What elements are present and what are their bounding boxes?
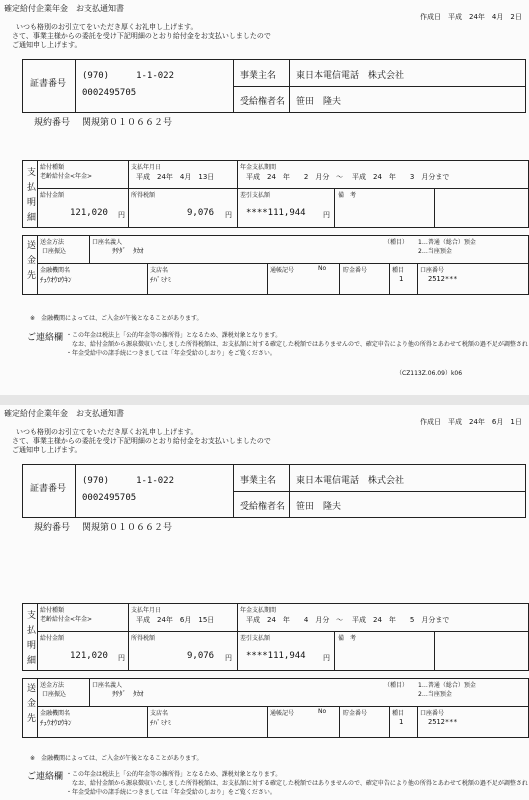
yen-3: 円 (323, 211, 330, 219)
transfer-method: 口座振込 (42, 691, 67, 698)
recipient-label: 受給権者名 (240, 97, 286, 107)
kind-label: （種目） (384, 682, 409, 689)
tax-label: 所得税額 (131, 192, 156, 199)
payment-notice-april (0, 0, 529, 395)
kind-option-1: 1…普通（総合）預金 (418, 239, 476, 246)
yen-3: 円 (323, 654, 330, 662)
yen-2: 円 (225, 654, 232, 662)
contact-line-1: ・この年金は税法上「公的年金等の雑所得」となるため、課税対象となります。 (66, 771, 282, 778)
contact-line-1: ・この年金は税法上「公的年金等の雑所得」となるため、課税対象となります。 (66, 332, 282, 339)
transfer-side-label: 送金先 (25, 683, 35, 728)
benefit-type-label: 給付種類 (40, 164, 65, 171)
remarks-label: 備 考 (338, 192, 357, 199)
kind-option-1: 1…普通（総合）預金 (418, 682, 476, 689)
no-label: No (318, 265, 327, 272)
account-holder: ｻｻﾀﾞ ﾀｶｵ (112, 247, 144, 255)
notice-title: 確定給付企業年金 お支払通知書 (4, 4, 124, 13)
benefit-amount: 121,020 (70, 651, 108, 661)
recipient-name: 笹田 隆夫 (296, 502, 342, 512)
cert-number-1: (970) 1-1-022 (82, 71, 175, 81)
rule-label: 規約番号 (34, 523, 71, 533)
intro-line-1: いつも格別のお引立てをいただき厚くお礼申し上げます。 (16, 23, 198, 31)
employer-name: 東日本電信電話 株式会社 (296, 476, 405, 486)
contact-line-3: ・年金受給中の諸手続につきましては「年金受給のしおり」をご覧ください。 (66, 350, 276, 357)
account-label: 口座番号 (420, 710, 445, 717)
passbook-label: 通帳記号 (270, 710, 295, 717)
form-code: （CZ113Z.06.09）k06 (396, 370, 463, 377)
tax-amount: 9,076 (187, 208, 215, 218)
rule-number: 関規第０１０６６２号 (82, 118, 173, 128)
period-label: 年金支払期間 (240, 607, 277, 614)
pay-date: 平成 24年 4月 13日 (136, 173, 215, 181)
method-label: 送金方法 (40, 682, 65, 689)
intro-line-3: ご通知申し上げます。 (12, 41, 82, 49)
yen-1: 円 (118, 654, 125, 662)
net-label: 差引支払額 (240, 635, 271, 642)
kind-column-label: 種目 (392, 267, 405, 274)
payment-notice-june (0, 405, 529, 800)
rule-label: 規約番号 (34, 118, 71, 128)
account-number: 2512*** (428, 275, 458, 283)
cert-number-2: 0002495705 (82, 493, 137, 503)
branch-label: 支店名 (150, 267, 169, 274)
contact-line-2: なお、給付金額から源泉徴収いたしました所得税額は、お支払額に対する確定した税額ではありませんので、確定申告により他の所得とあわせて税額の過不足が調整され (72, 780, 528, 787)
savings-label: 貯金番号 (343, 267, 368, 274)
holder-label: 口座名義人 (92, 682, 123, 689)
employer-label: 事業主名 (240, 476, 277, 486)
passbook-label: 通帳記号 (270, 267, 295, 274)
kind-label: （種目） (384, 239, 409, 246)
cert-label: 証書番号 (30, 484, 67, 494)
kind-value: 1 (399, 275, 404, 283)
account-holder: ｻｻﾀﾞ ﾀｶｵ (112, 690, 144, 698)
employer-label: 事業主名 (240, 71, 277, 81)
pay-date-label: 支払年月日 (131, 607, 162, 614)
notice-date: 作成日 平成 24年 6月 1日 (420, 418, 522, 426)
net-amount: ****111,944 (246, 651, 306, 661)
pay-date: 平成 24年 6月 15日 (136, 616, 215, 624)
intro-line-2: さて、事業主様からの委託を受け下記明細のとおり給付金をお支払いしましたので (12, 437, 271, 445)
payment-side-label: 支払明細 (25, 167, 35, 227)
no-label: No (318, 708, 327, 715)
yen-2: 円 (225, 211, 232, 219)
holder-label: 口座名義人 (92, 239, 123, 246)
contact-line-3: ・年金受給中の諸手続につきましては「年金受給のしおり」をご覧ください。 (66, 789, 276, 796)
intro-line-3: ご通知申し上げます。 (12, 446, 82, 454)
benefit-type-label: 給付種類 (40, 607, 65, 614)
period-from: 平成 24 年 4 月分 (246, 616, 330, 624)
recipient-label: 受給権者名 (240, 502, 286, 512)
amount-label: 給付金額 (40, 192, 65, 199)
sheet-gap (0, 395, 529, 405)
benefit-type: 老齢給付金<年金> (40, 616, 93, 623)
amount-label: 給付金額 (40, 635, 65, 642)
bank-note: ※ 金融機関によっては、ご入金が午後となることがあります。 (30, 755, 203, 762)
notice-title: 確定給付企業年金 お支払通知書 (4, 409, 124, 418)
contact-line-2: なお、給付金額から源泉徴収いたしました所得税額は、お支払額に対する確定した税額ではありませんので、確定申告により他の所得とあわせて税額の過不足が調整され (72, 341, 528, 348)
cert-label: 証書番号 (30, 79, 67, 89)
transfer-method: 口座振込 (42, 248, 67, 255)
account-label: 口座番号 (420, 267, 445, 274)
kind-column-label: 種目 (392, 710, 405, 717)
kind-option-2: 2…当座預金 (418, 691, 452, 698)
contact-label: ご連絡欄 (27, 772, 64, 782)
net-label: 差引支払額 (240, 192, 271, 199)
intro-line-2: さて、事業主様からの委託を受け下記明細のとおり給付金をお支払いしましたので (12, 32, 271, 40)
period-label: 年金支払期間 (240, 164, 277, 171)
period-from: 平成 24 年 2 月分 (246, 173, 330, 181)
recipient-name: 笹田 隆夫 (296, 97, 342, 107)
bank-label: 金融機関名 (40, 267, 71, 274)
net-amount: ****111,944 (246, 208, 306, 218)
benefit-amount: 121,020 (70, 208, 108, 218)
contact-label: ご連絡欄 (27, 333, 64, 343)
period-to: 平成 24 年 3 月分まで (352, 173, 450, 181)
yen-1: 円 (118, 211, 125, 219)
kind-value: 1 (399, 718, 404, 726)
bank-label: 金融機関名 (40, 710, 71, 717)
branch-name: ﾁﾊﾞﾐﾅﾐ (150, 719, 171, 727)
intro-line-1: いつも格別のお引立てをいただき厚くお礼申し上げます。 (16, 428, 198, 436)
notice-date: 作成日 平成 24年 4月 2日 (420, 13, 522, 21)
benefit-type: 老齢給付金<年金> (40, 173, 93, 180)
period-tilde: ～ (336, 616, 343, 624)
rule-number: 関規第０１０６６２号 (82, 523, 173, 533)
payment-side-label: 支払明細 (25, 610, 35, 670)
period-tilde: ～ (336, 173, 343, 181)
bank-note: ※ 金融機関によっては、ご入金が午後となることがあります。 (30, 315, 203, 322)
branch-label: 支店名 (150, 710, 169, 717)
account-number: 2512*** (428, 718, 458, 726)
employer-name: 東日本電信電話 株式会社 (296, 71, 405, 81)
method-label: 送金方法 (40, 239, 65, 246)
pay-date-label: 支払年月日 (131, 164, 162, 171)
branch-name: ﾁﾊﾞﾐﾅﾐ (150, 276, 171, 284)
transfer-side-label: 送金先 (25, 240, 35, 285)
tax-label: 所得税額 (131, 635, 156, 642)
savings-label: 貯金番号 (343, 710, 368, 717)
bank-name: ﾁｭｳｵｳﾛｳｷﾝ (40, 276, 72, 284)
cert-number-2: 0002495705 (82, 88, 137, 98)
cert-number-1: (970) 1-1-022 (82, 476, 175, 486)
tax-amount: 9,076 (187, 651, 215, 661)
period-to: 平成 24 年 5 月分まで (352, 616, 450, 624)
bank-name: ﾁｭｳｵｳﾛｳｷﾝ (40, 719, 72, 727)
remarks-label: 備 考 (338, 635, 357, 642)
kind-option-2: 2…当座預金 (418, 248, 452, 255)
